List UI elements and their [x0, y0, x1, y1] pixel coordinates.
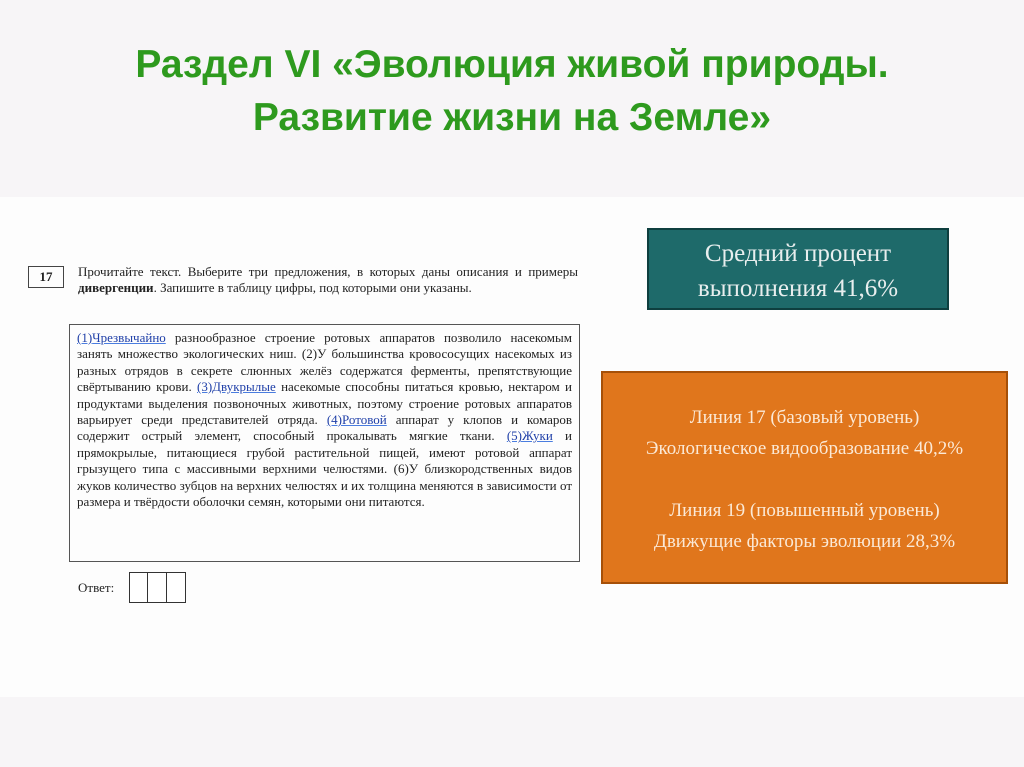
answer-cell-1[interactable] — [129, 572, 149, 603]
task-passage — [69, 324, 580, 562]
task-prompt — [78, 264, 578, 296]
slide-title-line-2: Развитие жизни на Земле» — [252, 96, 772, 139]
sentence-2: (2)У большинства кровососущих насекомых из разных отрядов в секрете слюнных желёз содержатся ферменты, препятствующие свёртыванию крови. — [77, 346, 572, 395]
answer-cell-3[interactable] — [166, 572, 186, 603]
average-completion-box — [647, 228, 949, 310]
lines-results-box — [601, 371, 1008, 584]
sentence-3-marked-word: (3)Двукрылые — [197, 379, 276, 395]
answer-row — [78, 572, 186, 603]
sentence-1-marked-word: Чрезвычайно — [92, 330, 166, 345]
sentence-1-text: разнообразное строение ротовых аппаратов позволило насекомым занять множество экологических ниш. — [77, 330, 572, 362]
average-completion-line-1: Средний процент — [704, 240, 892, 267]
average-completion-line-2: выполнения 41,6% — [697, 275, 899, 302]
task-prompt-part-2: . Запишите в таблицу цифры, под которыми они указаны. — [153, 280, 472, 295]
answer-cell-2[interactable] — [147, 572, 167, 603]
sentence-5-marked-word: (5)Жуки — [506, 428, 553, 444]
task-prompt-part-1: Прочитайте текст. Выберите три предложения, в которых даны описания и примеры — [78, 264, 578, 279]
line-19-title: Линия 19 (повышенный уровень) — [669, 500, 940, 521]
sentence-1-number: (1) — [77, 330, 93, 345]
answer-label: Ответ: — [78, 579, 115, 595]
task-number: 17 — [28, 266, 64, 288]
sentence-5-text: и прямокрылые, питающиеся грубой растительной пищей, имеют ротовой аппарат грызущего типа с массивными верхними челюстями. — [77, 428, 572, 477]
answer-cells — [130, 572, 186, 603]
sentence-3-text: насекомые способны питаться кровью, нектаром и продуктами выделения позвоночных животных, поэтому строение ротовых аппаратов варьирует среди представителей отряда. — [77, 379, 572, 428]
slide-title-line-1: Раздел VI «Эволюция живой природы. — [135, 43, 889, 86]
line-17-topic: Экологическое видообразование 40,2% — [645, 438, 964, 459]
line-17-title: Линия 17 (базовый уровень) — [689, 407, 920, 428]
line-19-topic: Движущие факторы эволюции 28,3% — [653, 531, 956, 552]
sentence-6: (6)У близкородственных видов жуков количество зубцов на верхних челюстях и их толщина меняются в зависимости от размера и твёрдости оболочки семян, которыми они питаются. — [77, 461, 572, 510]
task-prompt-keyword: дивергенции — [78, 280, 154, 295]
sentence-4-marked-word: (4)Ротовой — [326, 412, 387, 428]
sentence-4-text: аппарат у клопов и комаров содержит острый элемент, способный прокалывать мягкие ткани. — [77, 412, 572, 444]
slide-title — [0, 38, 1024, 144]
